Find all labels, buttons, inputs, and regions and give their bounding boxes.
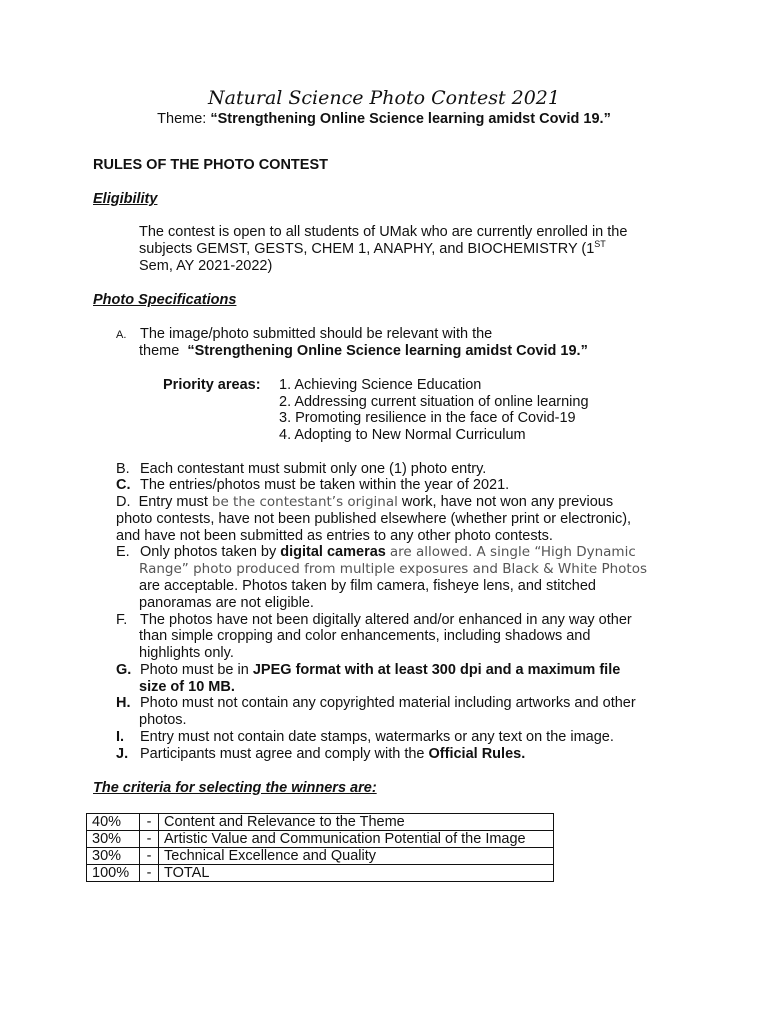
item-b-text: Each contestant must submit only one (1) photo entry. <box>140 461 487 477</box>
eligibility-line-2 <box>139 241 606 257</box>
table-row <box>87 848 554 865</box>
eligibility-heading: Eligibility <box>93 191 158 207</box>
table-row <box>87 814 554 831</box>
item-i-label: I. <box>116 729 125 745</box>
item-g-line-2: size of 10 MB. <box>139 679 235 695</box>
item-e-bold: digital cameras <box>280 544 386 560</box>
item-d-line-3: and have not been submitted as entries to any other photo contests. <box>116 528 553 544</box>
priority-area-3: 3. Promoting resilience in the face of Covid-19 <box>279 410 576 426</box>
item-f-line-2-pre: than simple cropping and <box>139 628 302 644</box>
eligibility-line-2-text: subjects GEMST, GESTS, CHEM 1, ANAPHY, and BIOCHEMISTRY (1 <box>139 241 595 257</box>
table-row <box>87 865 554 882</box>
item-f-line-2 <box>139 628 590 644</box>
criteria-dash: - <box>140 831 159 848</box>
item-d-pre: Entry must <box>138 494 208 510</box>
document-title: Natural Science Photo Contest 2021 <box>208 87 560 109</box>
item-f-line-2-post: color enhancements, including shadows and <box>305 628 591 644</box>
item-e-line-4: panoramas are not eligible. <box>139 595 314 611</box>
item-f-line-1: The photos have not been digitally altered and/or enhanced in any way other <box>140 612 632 628</box>
item-f-label: F. <box>116 612 128 628</box>
item-a-label: A. <box>116 329 127 341</box>
theme-label: Theme: <box>157 111 207 127</box>
item-b-label: B. <box>116 461 130 477</box>
criteria-pct: 100% <box>87 865 140 882</box>
theme-line <box>0 111 768 127</box>
table-row <box>87 831 554 848</box>
priority-area-4: 4. Adopting to New Normal Curriculum <box>279 427 526 443</box>
item-e-label: E. <box>116 544 130 560</box>
item-a-theme-text: “Strengthening Online Science learning amidst Covid 19.” <box>187 343 588 359</box>
criteria-desc: TOTAL <box>159 865 554 882</box>
criteria-heading: The criteria for selecting the winners are: <box>93 780 377 796</box>
priority-areas-label: Priority areas: <box>163 377 261 393</box>
item-d-label: D. <box>116 494 131 510</box>
item-f <box>116 612 632 628</box>
item-j-label: J. <box>116 746 129 762</box>
priority-area-2: 2. Addressing current situation of online learning <box>279 394 589 410</box>
item-e-line-3: are acceptable. Photos taken by film camera, fisheye lens, and stitched <box>139 578 596 594</box>
item-h-line-1: Photo must not contain any copyrighted material including artworks and other <box>140 695 636 711</box>
theme-text: “Strengthening Online Science learning amidst Covid 19.” <box>210 111 611 127</box>
item-g <box>116 662 620 678</box>
item-a-theme-word: theme <box>139 343 180 359</box>
rules-heading: RULES OF THE PHOTO CONTEST <box>93 157 328 173</box>
item-i <box>116 729 614 745</box>
item-j-pre: Participants must agree and comply with the <box>140 746 425 762</box>
item-d <box>116 494 613 510</box>
item-c-text: The entries/photos must be taken within the year of 2021. <box>140 477 510 493</box>
item-a-line-1: The image/photo submitted should be relevant with the <box>140 326 493 342</box>
priority-area-1: 1. Achieving Science Education <box>279 377 482 393</box>
item-j-bold: Official Rules. <box>428 746 526 762</box>
item-h-label: H. <box>116 695 131 711</box>
item-j <box>116 746 525 762</box>
item-a <box>116 326 492 342</box>
item-e-pre: Only photos taken by <box>140 544 277 560</box>
item-c-label: C. <box>116 477 131 493</box>
criteria-dash: - <box>140 848 159 865</box>
criteria-dash: - <box>140 814 159 831</box>
criteria-desc: Content and Relevance to the Theme <box>159 814 554 831</box>
item-g-pre: Photo must be in <box>140 662 249 678</box>
item-e-line-2: Range” photo produced from multiple exposures and Black & White Photos <box>139 561 647 577</box>
photo-specs-heading: Photo Specifications <box>93 292 237 308</box>
item-h <box>116 695 636 711</box>
eligibility-line-3: Sem, AY 2021-2022) <box>139 258 273 274</box>
item-g-label: G. <box>116 662 132 678</box>
item-g-bold-1: JPEG format with at least 300 dpi and a maximum file <box>252 662 621 678</box>
criteria-desc: Technical Excellence and Quality <box>159 848 554 865</box>
item-h-line-2: photos. <box>139 712 187 728</box>
eligibility-line-1: The contest is open to all students of UMak who are currently enrolled in the <box>139 224 628 240</box>
criteria-pct: 30% <box>87 848 140 865</box>
criteria-desc: Artistic Value and Communication Potential of the Image <box>159 831 554 848</box>
item-i-text: Entry must not contain date stamps, watermarks or any text on the image. <box>140 729 614 745</box>
item-d-line-2: photo contests, have not been published elsewhere (whether print or electronic), <box>116 511 632 527</box>
item-d-gray: be the contestant’s original <box>211 494 398 510</box>
item-a-line-2 <box>139 343 588 359</box>
ordinal-superscript: ST <box>594 239 606 250</box>
item-d-post: work, have not won any previous <box>401 494 614 510</box>
criteria-dash: - <box>140 865 159 882</box>
criteria-pct: 40% <box>87 814 140 831</box>
item-e <box>116 544 636 560</box>
item-b <box>116 461 486 477</box>
criteria-table <box>86 813 554 882</box>
item-c <box>116 477 509 493</box>
item-f-line-3: highlights only. <box>139 645 234 661</box>
item-e-gray-1: are allowed. A single “High Dynamic <box>389 544 636 560</box>
criteria-pct: 30% <box>87 831 140 848</box>
